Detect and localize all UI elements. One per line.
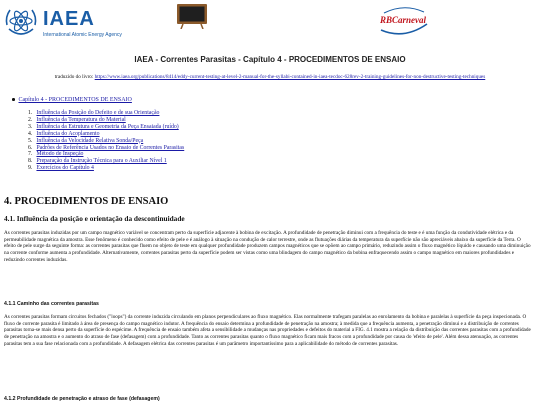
toc-item [28, 131, 184, 138]
toc-link[interactable]: Padrões de Referência Usados no Ensaio de Correntes Parasitas [36, 144, 185, 151]
toc-link[interactable]: Método de Inspeção [36, 151, 84, 158]
header [0, 0, 540, 44]
subsection-heading: 4.1.1 Caminho das correntes parasitas [4, 301, 99, 307]
toc-item-number: 7. [28, 151, 33, 158]
toc-item-number: 2. [28, 116, 33, 123]
toc-item-number: 5. [28, 137, 33, 144]
toc-item [28, 124, 184, 131]
rbcarneval-logo-text: RBCarneval [380, 15, 427, 25]
toc-item-number: 6. [28, 144, 33, 151]
toc-item [28, 158, 184, 165]
toc-link[interactable]: Influência do Acoplamento [36, 130, 100, 137]
source-link[interactable]: https://www.iaea.org/publications/8414/eddy-current-testing-at-level-2-manual-for-the-syllabi-contained-in-iaea-tecdoc-628rev-2-training-guidelines-for-non-destructive-testing-techniques [94, 74, 486, 80]
toc-link[interactable]: Influência da Velocidade Relativa Sonda/Peça [36, 137, 144, 144]
toc-item [28, 110, 184, 117]
toc-link[interactable]: Influência da Posição do Defeito e de sua Orientação [36, 110, 160, 116]
iaea-logo-text: IAEA [43, 8, 95, 30]
toc-link[interactable]: Influência da Estrutura e Geometria da Peça Ensaiada (ruído) [36, 123, 179, 130]
chapter-heading: 4. PROCEDIMENTOS DE ENSAIO [4, 196, 169, 207]
toc-item-number: 4. [28, 130, 33, 137]
rbcarneval-logo[interactable] [378, 4, 430, 38]
subsection-heading: 4.1.2 Profundidade de penetração e atraso de fase (defasagem) [4, 396, 160, 402]
toc-item-number: 8. [28, 158, 33, 165]
paragraph: As correntes parasitas induzidas por um campo magnético variável se concentram perto da superfície adjacente à bobina de excitação. A profundidade de penetração diminui com a frequência do teste e é uma função da condutividade elétrica e da permeabilidade magnética da amostra. Esse fenômeno é conhecido como efeito de pele e é análogo à situação na condução de calor terrestre, onde as flutuações diárias da temperatura da superfície não são apreciáveis abaixo da superfície da Terra. O efeito de pele surge da seguinte forma: as correntes parasitas que fluem no objeto de teste em qualquer profundidade produzem campos magnéticos que se opõem ao campo primário, reduzindo assim o fluxo magnético líquido e causando uma diminuição na corrente conforme aumenta a profundidade. Alternativamente, correntes parasitas perto da superfície podem ser vistas como uma blindagem do campo magnético da bobina enfraquecendo assim o campo magnético em maiores profundidades e reduzindo correntes induzidas. [4, 230, 531, 263]
chalkboard-icon [176, 3, 208, 29]
translation-label: traduzido do livro: [54, 74, 94, 80]
section-heading: 4.1. Influência da posição e orientação da descontinuidade [4, 214, 185, 223]
toc-item-number: 9. [28, 165, 33, 172]
bullet-icon [12, 98, 15, 101]
toc-item-number: 1. [28, 110, 33, 116]
toc-link[interactable]: Influência da Temperatura do Material [36, 116, 126, 123]
iaea-logo-subtitle: International Atomic Energy Agency [43, 32, 122, 38]
toc-item [28, 165, 184, 172]
toc-item [28, 145, 184, 152]
iaea-emblem-icon [3, 5, 39, 39]
page-title: IAEA - Correntes Parasitas - Capítulo 4 - PROCEDIMENTOS DE ENSAIO [134, 55, 406, 64]
toc-chapter-item [12, 97, 132, 103]
toc-item [28, 151, 184, 158]
toc-list [28, 110, 184, 172]
paragraph: As correntes parasitas formam circuitos fechados ("loops") da corrente induzida circulando em planos perpendiculares ao fluxo magnético. Elas normalmente trafegam paralelas ao enrolamento da bobina e paralelas à superfície da peça inspecionada. O fluxo de corrente parasita é limitado à área de presença do campo magnético indutor. A frequência do ensaio determina a profundidade de penetração na amostra; à medida que a frequência aumenta, a penetração diminui e a distribuição de correntes parasitas torna-se mais densa perto da superfície do espécime. A frequência de ensaio também afeta a sensibilidade a mudanças nas propriedades e defeitos do material a FIG. 4.1 mostra a relação da distribuição das correntes parasitas com a profundidade de penetração na amostra e o aumento do atraso de fase (defasagem) com a profundidade. Tanto as correntes parasitas quanto o fluxo magnético ficam mais fracos com a profundidade por causa do 'efeito de pele'. Além dessa atenuação, as correntes parasitas tem a sua fase relacionada com a profundidade. A defasagem elétrica das correntes parasitas é um parâmetro importantíssimo para a aplicabilidade do método de correntes parasitas. [4, 314, 531, 347]
toc-item [28, 117, 184, 124]
toc-link[interactable]: Preparação da Instrução Técnica para o Auxiliar Nível 1 [36, 158, 167, 165]
toc-item [28, 138, 184, 145]
toc-link[interactable]: Exercícios do Capítulo 4 [36, 165, 94, 172]
toc-item-number: 3. [28, 123, 33, 130]
toc-chapter-link[interactable]: Capítulo 4 - PROCEDIMENTOS DE ENSAIO [18, 97, 132, 103]
iaea-logo[interactable] [3, 5, 133, 39]
translation-note [6, 74, 534, 81]
